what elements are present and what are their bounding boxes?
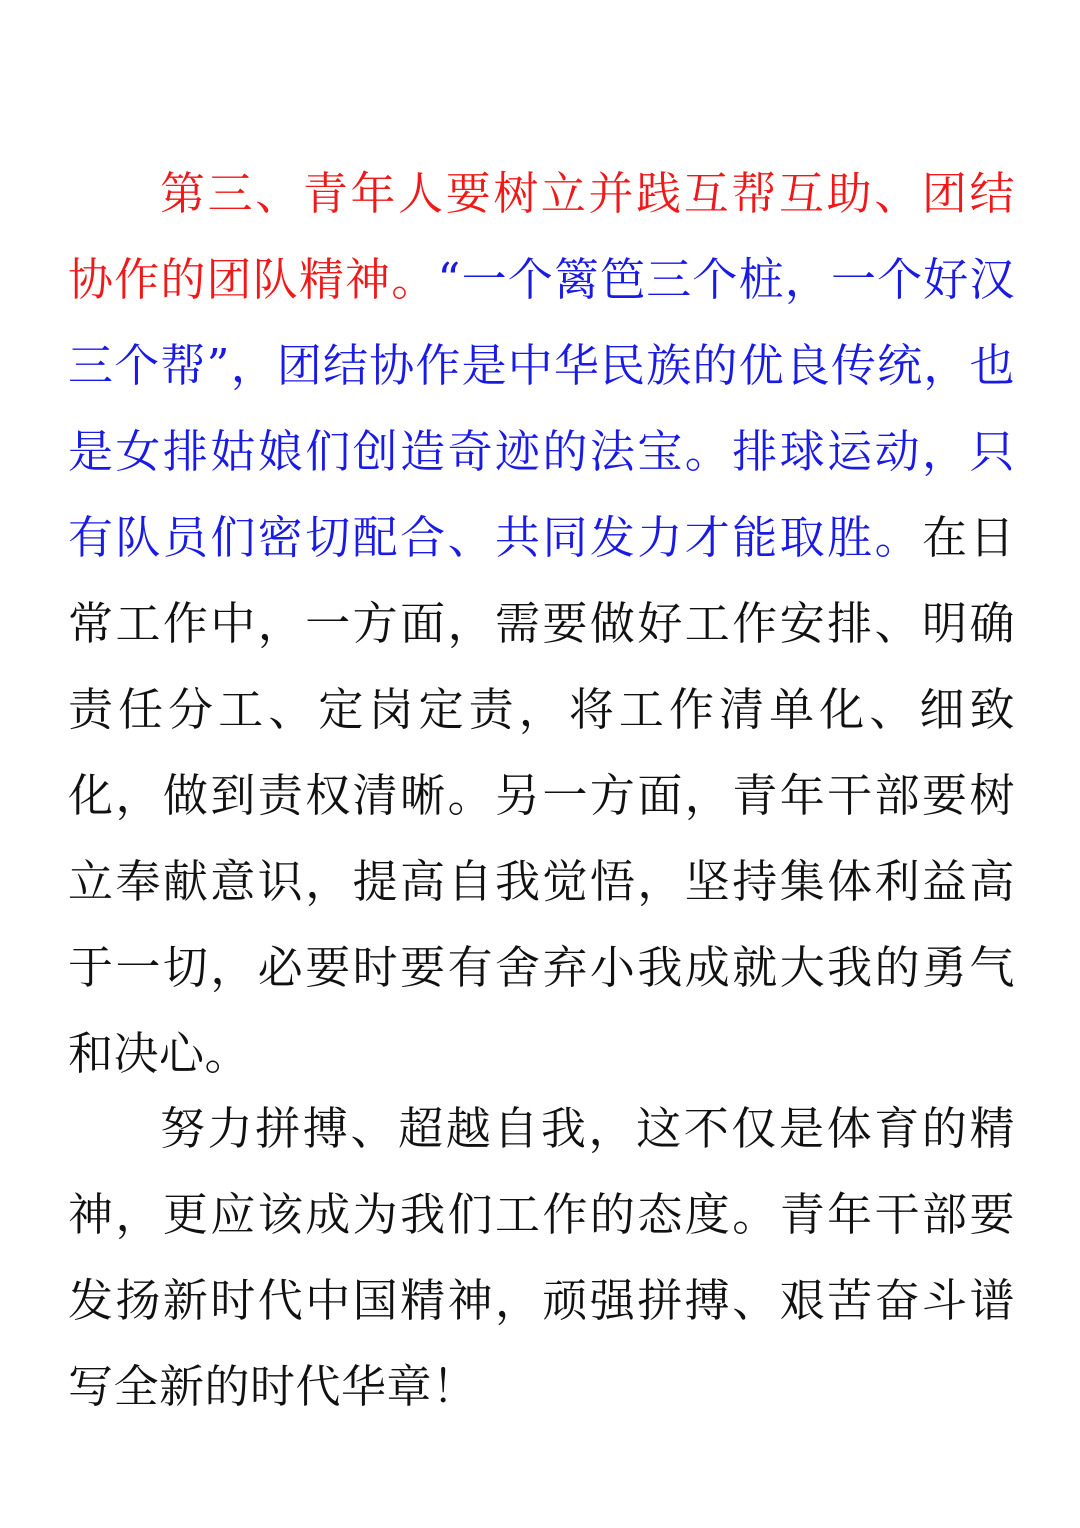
highlighted-quote: “一个篱笆三个桩，一个好汉三个帮”，团结协作是中华民族的优良传统，也是女排姑娘们创造奇迹的法宝。排球运动，只有队员们密切配合、共同发力才能取胜。 bbox=[68, 253, 1015, 564]
paragraph-conclusion bbox=[68, 1086, 1015, 1430]
paragraph-teamwork bbox=[68, 151, 1015, 1097]
body-text: 努力拼搏、超越自我，这不仅是体育的精神，更应该成为我们工作的态度。青年干部要发扬新时代中国精神，顽强拼搏、艰苦奋斗谱写全新的时代华章！ bbox=[68, 1102, 1015, 1413]
section-heading: 第三、青年人要树立并践互帮互助、团结协作的团队精神。 bbox=[68, 167, 1015, 306]
body-text: 在日常工作中，一方面，需要做好工作安排、明确责任分工、定岗定责，将工作清单化、细致化，做到责权清晰。另一方面，青年干部要树立奉献意识，提高自我觉悟，坚持集体利益高于一切，必要时要有舍弃小我成就大我的勇气和决心。 bbox=[68, 511, 1015, 1080]
